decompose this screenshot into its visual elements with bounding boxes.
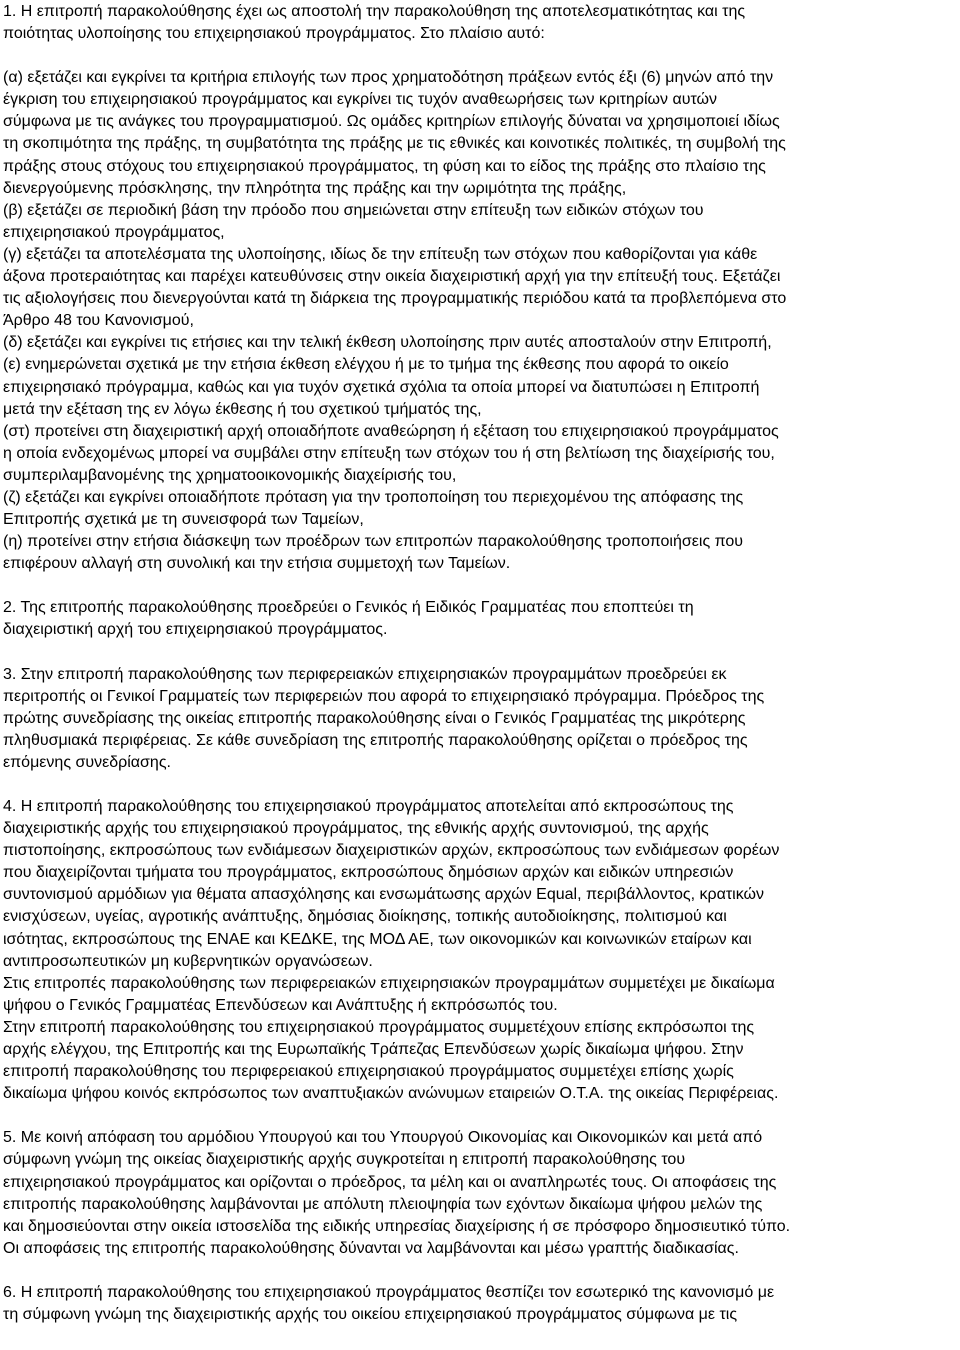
paragraph-1-duties-list [3,67,960,575]
text-line: 4. Η επιτροπή παρακολούθησης του επιχειρησιακού προγράμματος αποτελείται από εκπροσώπους της [3,798,734,815]
text-line: πληθυσμιακά περιφέρειας. Σε κάθε συνεδρίαση της επιτροπής παρακολούθησης ορίζεται ο πρόεδρος της [3,731,748,749]
text-line: Στην επιτροπή παρακολούθησης του επιχειρησιακού προγράμματος συμμετέχουν επίσης εκπρόσωποι της [3,1018,755,1036]
text-line: δικαίωμα ψήφου κοινός εκπρόσωπος των αναπτυξιακών ανώνυμων εταιρειών Ο.Τ.Α. της οικείας Περιφέρειας. [3,1085,779,1103]
text-line: επιτροπής παρακολούθησης λαμβάνονται με απόλυτη πλειοψηφία των εχόντων δικαίωμα ψήφου μελών της [3,1195,763,1213]
text-line: 1. Η επιτροπή παρακολούθησης έχει ως αποστολή την παρακολούθηση της αποτελεσματικότητας και της [3,3,746,20]
text-line: αντιπροσωπευτικών μη κυβερνητικών οργανώσεων. [3,952,373,970]
paragraph-1-intro [3,1,960,45]
text-line: ισότητας, εκπροσώπους της ΕΝΑΕ και ΚΕΔΚΕ, της ΜΟΔ ΑΕ, των οικονομικών και κοινωνικών εταίρων και [3,930,752,948]
paragraph-6 [3,1282,960,1326]
text-line: επιχειρησιακού προγράμματος, [3,223,225,241]
text-line: (ζ) εξετάζει και εγκρίνει οποιαδήποτε πρόταση για την τροποποίηση του περιεχομένου της απόφασης της [3,488,744,506]
text-line: επιχειρησιακό πρόγραμμα, καθώς και για τυχόν σχετικά σχόλια τα οποία μπορεί να διατυπώσει η Επιτροπή [3,378,760,396]
text-line: Στις επιτροπές παρακολούθησης των περιφερειακών επιχειρησιακών προγραμμάτων συμμετέχει με δικαίωμα [3,974,775,992]
paragraph-3 [3,664,960,774]
text-line: έγκριση του επιχειρησιακού προγράμματος και εγκρίνει τις τυχόν αναθεωρήσεις των κριτηρίων αυτών [3,91,718,109]
text-line: διαχειριστικής αρχής του επιχειρησιακού προγράμματος, της εθνικής αρχής συντονισμού, της αρχής [3,820,709,838]
text-line: 2. Της επιτροπής παρακολούθησης προεδρεύει ο Γενικός ή Ειδικός Γραμματέας που εποπτεύει τη [3,599,694,617]
text-line: Άρθρο 48 του Κανονισμού, [3,312,194,330]
text-line: 3. Στην επιτροπή παρακολούθησης των περιφερειακών επιχειρησιακών προγραμμάτων προεδρεύει εκ [3,665,727,683]
text-line: άξονα προτεραιότητας και παρέχει κατευθύνσεις στην οικεία διαχειριστική αρχή για την επίτευξή τους. Εξετάζει [3,268,781,286]
text-line: διενεργούμενης πρόσκλησης, την πληρότητα της πράξης και την ωριμότητα της πράξης, [3,179,627,197]
text-line: που διαχειρίζονται τμήματα του προγράμματος, εκπροσώπους δημόσιων αρχών και ειδικών υπηρεσιών [3,864,734,882]
text-line: διαχειριστική αρχή του επιχειρησιακού προγράμματος. [3,621,388,639]
text-line: πιστοποίησης, εκπροσώπους των ενδιάμεσων διαχειριστικών αρχών, εκπροσώπους των ενδιάμεσων φορέων [3,842,780,860]
text-line: (η) προτείνει στην ετήσια διάσκεψη των προέδρων των επιτροπών παρακολούθησης τροποποιήσεις που [3,533,744,551]
text-line: τις αξιολογήσεις που διενεργούνται κατά τη διάρκεια της προγραμματικής περιόδου κατά τα προβλεπόμενα στο [3,290,787,308]
text-line: (α) εξετάζει και εγκρίνει τα κριτήρια επιλογής των προς χρηματοδότηση πράξεων εντός έξι (6) μηνών από την [3,69,774,87]
text-line: αρχής ελέγχου, της Επιτροπής και της Ευρωπαϊκής Τράπεζας Επενδύσεων χωρίς δικαίωμα ψήφου. Στην [3,1041,744,1059]
text-line: (γ) εξετάζει τα αποτελέσματα της υλοποίησης, ιδίως δε την επίτευξη των στόχων που καθορίζονται για κάθε [3,245,758,263]
text-line: επιφέρουν αλλαγή στη συνολική και την ετήσια συμμετοχή των Ταμείων. [3,555,511,573]
text-line: 6. Η επιτροπή παρακολούθησης του επιχειρησιακού προγράμματος θεσπίζει τον εσωτερικό της κανονισμό με [3,1283,775,1301]
text-line: μετά την εξέταση της εν λόγω έκθεσης ή του σχετικού τμήματός της, [3,400,482,418]
text-line: περιτροπής οι Γενικοί Γραμματείς των περιφερειών που αφορά το επιχειρησιακό πρόγραμμα. Πρόεδρος της [3,687,765,705]
text-line: τη σκοπιμότητα της πράξης, τη συμβατότητα της πράξης με τις εθνικές και κοινοτικές πολιτικές, τη συμβολή της [3,135,786,153]
text-line: (ε) ενημερώνεται σχετικά με την ετήσια έκθεση ελέγχου ή με το τμήμα της έκθεσης που αφορά το οικείο [3,356,729,374]
text-line: επόμενης συνεδρίασης. [3,753,171,771]
text-line: και δημοσιεύονται στην οικεία ιστοσελίδα της ειδικής υπηρεσίας διαχείρισης ή σε πρόσφορο δημοσιευτικό τύπο. [3,1217,791,1235]
text-line: επιχειρησιακού προγράμματος και ορίζονται ο πρόεδρος, τα μέλη και οι αναπληρωτές τους. Οι αποφάσεις της [3,1173,777,1191]
paragraph-4 [3,796,960,1105]
text-line: Οι αποφάσεις της επιτροπής παρακολούθησης δύνανται να λαμβάνονται και μέσω γραπτής διαδικασίας. [3,1239,739,1257]
text-line: η οποία ενδεχομένως μπορεί να συμβάλει στην επίτευξη των στόχων του ή στη βελτίωση της διαχείρισής του, [3,444,775,462]
text-line: ενισχύσεων, υγείας, αγροτικής ανάπτυξης, δημόσιας διοίκησης, τοπικής αυτοδιοίκησης, πολιτισμού και [3,908,727,926]
text-line: ποιότητας υλοποίησης του επιχειρησιακού προγράμματος. Στο πλαίσιο αυτό: [3,25,545,43]
text-line: (δ) εξετάζει και εγκρίνει τις ετήσιες και την τελική έκθεση υλοποίησης πριν αυτές αποσταλούν στην Επιτροπή, [3,334,772,352]
text-line: σύμφωνα με τις ανάγκες του προγραμματισμού. Ως ομάδες κριτηρίων επιλογής δύναται να χρησιμοποιεί ιδίως [3,113,780,131]
text-line: πράξης στους στόχους του επιχειρησιακού προγράμματος, τη φύση και το είδος της πράξης στο πλαίσιο της [3,157,766,175]
paragraph-5 [3,1127,960,1260]
text-line: συμπεριλαμβανομένης της χρηματοοικονομικής διαχείρισής του, [3,466,457,484]
text-line: πρώτης συνεδρίασης της οικείας επιτροπής παρακολούθησης είναι ο Γενικός Γραμματέας της μικρότερης [3,709,746,727]
text-line: τη σύμφωνη γνώμη της διαχειριστικής αρχής του οικείου επιχειρησιακού προγράμματος σύμφωνα με τις [3,1305,738,1323]
text-line: επιτροπή παρακολούθησης του περιφερειακού επιχειρησιακού προγράμματος συμμετέχει επίσης χωρίς [3,1063,734,1081]
text-line: συντονισμού αρμόδιων για θέματα απασχόλησης και ενσωμάτωσης αρχών Equal, περιβάλλοντος, κρατικών [3,886,765,904]
text-line: (στ) προτείνει στη διαχειριστική αρχή οποιαδήποτε αναθεώρηση ή εξέταση του επιχειρησιακού προγράμματος [3,422,779,440]
text-line: ψήφου ο Γενικός Γραμματέας Επενδύσεων και Ανάπτυξης ή εκπρόσωπός του. [3,996,558,1014]
paragraph-2 [3,597,960,641]
text-line: σύμφωνη γνώμη της οικείας διαχειριστικής αρχής συγκροτείται η επιτροπή παρακολούθησης του [3,1151,686,1169]
text-line: (β) εξετάζει σε περιοδική βάση την πρόοδο που σημειώνεται στην επίτευξη των ειδικών στόχων του [3,201,704,219]
text-line: Επιτροπής σχετικά με τη συνεισφορά των Ταμείων, [3,511,364,529]
text-line: 5. Με κοινή απόφαση του αρμόδιου Υπουργού και του Υπουργού Οικονομίας και Οικονομικών και μετά από [3,1129,763,1147]
